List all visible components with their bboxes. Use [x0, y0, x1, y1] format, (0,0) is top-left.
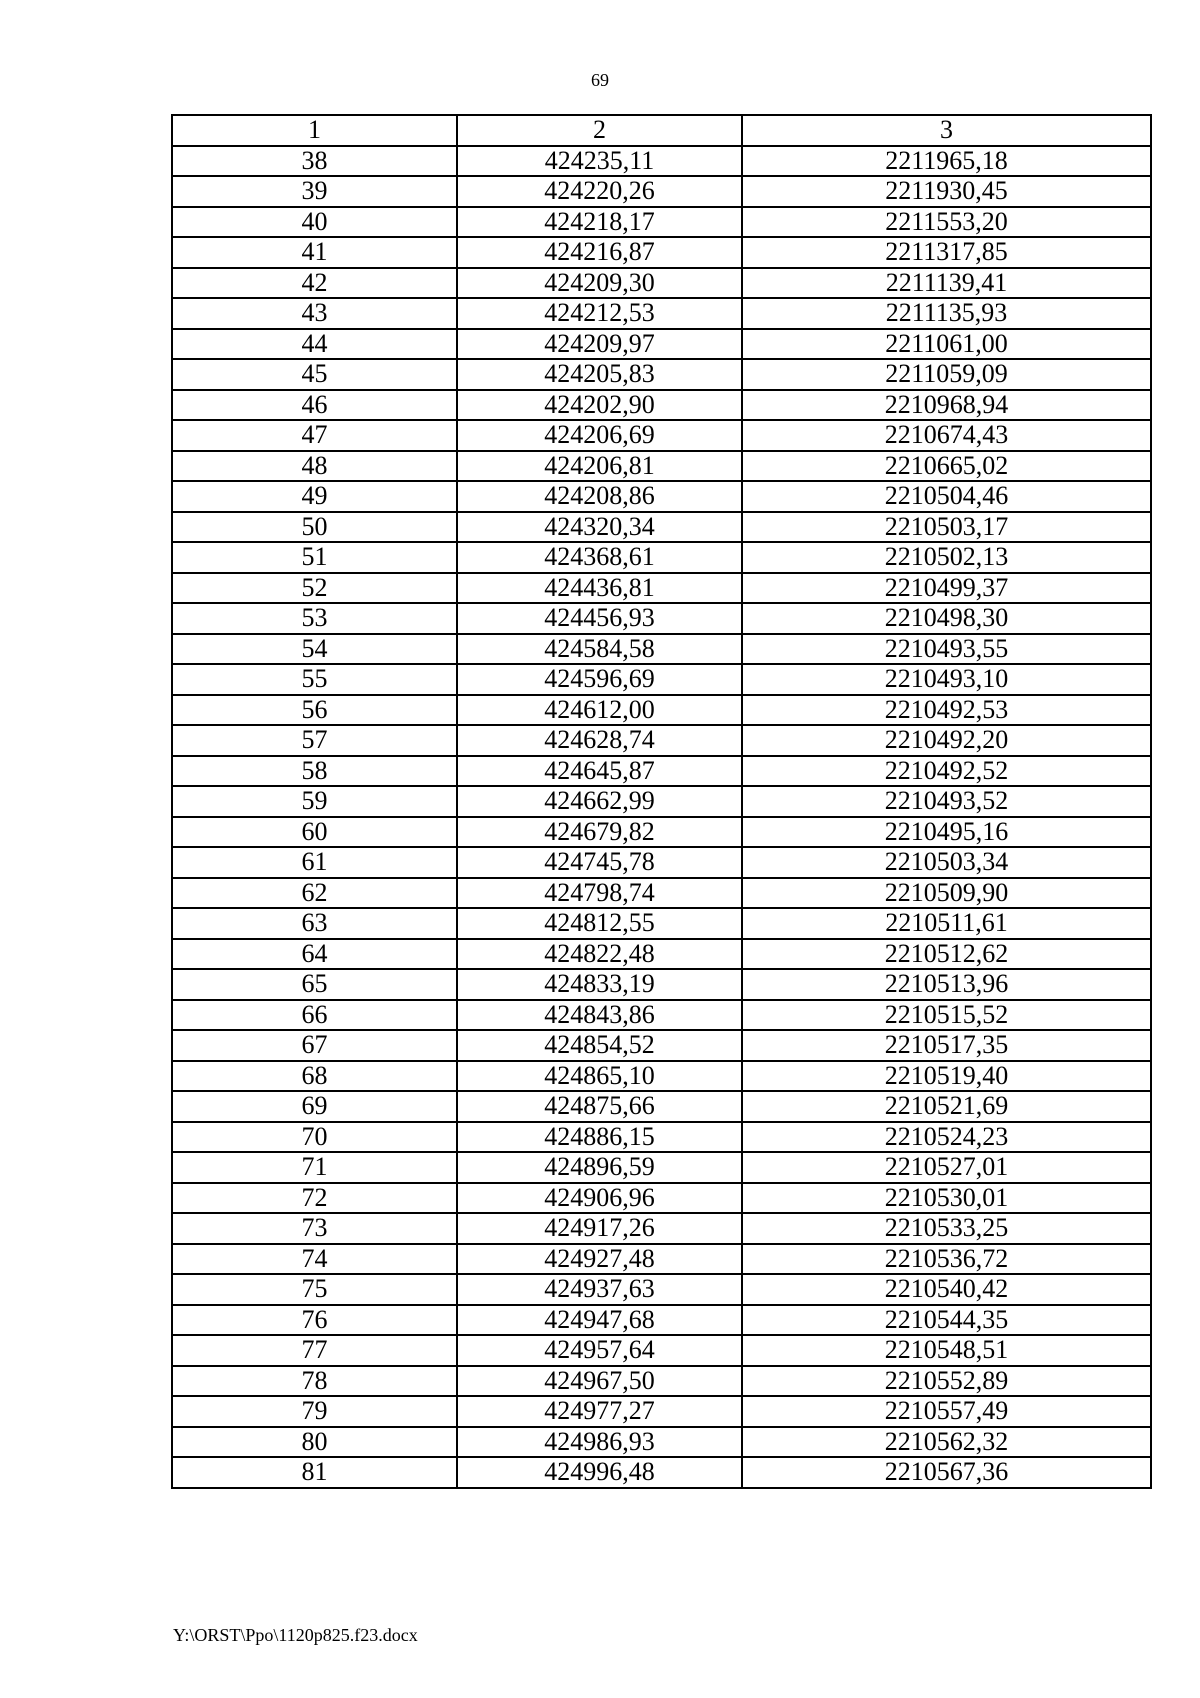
- point-number-cell: 62: [172, 878, 457, 909]
- x-coordinate-cell: 424679,82: [457, 817, 742, 848]
- x-coordinate-cell: 424206,81: [457, 451, 742, 482]
- point-number-cell: 69: [172, 1091, 457, 1122]
- point-number-cell: 75: [172, 1274, 457, 1305]
- table-row: [172, 878, 1151, 909]
- point-number-cell: 77: [172, 1335, 457, 1366]
- x-coordinate-cell: 424896,59: [457, 1152, 742, 1183]
- y-coordinate-cell: 2211930,45: [742, 176, 1151, 207]
- point-number-cell: 81: [172, 1457, 457, 1488]
- y-coordinate-cell: 2210524,23: [742, 1122, 1151, 1153]
- x-coordinate-cell: 424937,63: [457, 1274, 742, 1305]
- point-number-cell: 67: [172, 1030, 457, 1061]
- x-coordinate-cell: 424917,26: [457, 1213, 742, 1244]
- x-coordinate-cell: 424957,64: [457, 1335, 742, 1366]
- table-row: [172, 512, 1151, 543]
- x-coordinate-cell: 424320,34: [457, 512, 742, 543]
- y-coordinate-cell: 2211317,85: [742, 237, 1151, 268]
- table-row: [172, 1152, 1151, 1183]
- x-coordinate-cell: 424822,48: [457, 939, 742, 970]
- x-coordinate-cell: 424986,93: [457, 1427, 742, 1458]
- point-number-cell: 80: [172, 1427, 457, 1458]
- point-number-cell: 56: [172, 695, 457, 726]
- table-row: [172, 207, 1151, 238]
- table-row: [172, 481, 1151, 512]
- x-coordinate-cell: 424202,90: [457, 390, 742, 421]
- point-number-cell: 64: [172, 939, 457, 970]
- table-row: [172, 1427, 1151, 1458]
- x-coordinate-cell: 424220,26: [457, 176, 742, 207]
- point-number-cell: 48: [172, 451, 457, 482]
- x-coordinate-cell: 424456,93: [457, 603, 742, 634]
- y-coordinate-cell: 2210519,40: [742, 1061, 1151, 1092]
- y-coordinate-cell: 2210515,52: [742, 1000, 1151, 1031]
- point-number-cell: 65: [172, 969, 457, 1000]
- y-coordinate-cell: 2210503,17: [742, 512, 1151, 543]
- point-number-cell: 78: [172, 1366, 457, 1397]
- y-coordinate-cell: 2210502,13: [742, 542, 1151, 573]
- point-number-cell: 55: [172, 664, 457, 695]
- header-cell-point-number: 1: [172, 115, 457, 146]
- x-coordinate-cell: 424205,83: [457, 359, 742, 390]
- y-coordinate-cell: 2210498,30: [742, 603, 1151, 634]
- point-number-cell: 79: [172, 1396, 457, 1427]
- point-number-cell: 70: [172, 1122, 457, 1153]
- y-coordinate-cell: 2211059,09: [742, 359, 1151, 390]
- point-number-cell: 47: [172, 420, 457, 451]
- y-coordinate-cell: 2211061,00: [742, 329, 1151, 360]
- x-coordinate-cell: 424216,87: [457, 237, 742, 268]
- table-row: [172, 1244, 1151, 1275]
- point-number-cell: 68: [172, 1061, 457, 1092]
- table-row: [172, 725, 1151, 756]
- table-row: [172, 298, 1151, 329]
- point-number-cell: 42: [172, 268, 457, 299]
- point-number-cell: 72: [172, 1183, 457, 1214]
- x-coordinate-cell: 424235,11: [457, 146, 742, 177]
- table-row: [172, 390, 1151, 421]
- y-coordinate-cell: 2210533,25: [742, 1213, 1151, 1244]
- point-number-cell: 53: [172, 603, 457, 634]
- x-coordinate-cell: 424218,17: [457, 207, 742, 238]
- x-coordinate-cell: 424206,69: [457, 420, 742, 451]
- header-cell-y: 3: [742, 115, 1151, 146]
- y-coordinate-cell: 2210504,46: [742, 481, 1151, 512]
- x-coordinate-cell: 424886,15: [457, 1122, 742, 1153]
- table-row: [172, 268, 1151, 299]
- header-row: [172, 115, 1151, 146]
- table-row: [172, 1183, 1151, 1214]
- y-coordinate-cell: 2210968,94: [742, 390, 1151, 421]
- point-number-cell: 43: [172, 298, 457, 329]
- x-coordinate-cell: 424628,74: [457, 725, 742, 756]
- point-number-cell: 52: [172, 573, 457, 604]
- x-coordinate-cell: 424865,10: [457, 1061, 742, 1092]
- table-row: [172, 420, 1151, 451]
- table-header: [172, 115, 1151, 146]
- table-row: [172, 1091, 1151, 1122]
- point-number-cell: 45: [172, 359, 457, 390]
- y-coordinate-cell: 2210665,02: [742, 451, 1151, 482]
- table-row: [172, 542, 1151, 573]
- point-number-cell: 71: [172, 1152, 457, 1183]
- page-number: 69: [591, 70, 609, 90]
- x-coordinate-cell: 424596,69: [457, 664, 742, 695]
- table-row: [172, 176, 1151, 207]
- table-row: [172, 664, 1151, 695]
- point-number-cell: 58: [172, 756, 457, 787]
- point-number-cell: 50: [172, 512, 457, 543]
- y-coordinate-cell: 2210527,01: [742, 1152, 1151, 1183]
- table-row: [172, 1030, 1151, 1061]
- x-coordinate-cell: 424854,52: [457, 1030, 742, 1061]
- table-row: [172, 1396, 1151, 1427]
- y-coordinate-cell: 2210517,35: [742, 1030, 1151, 1061]
- point-number-cell: 60: [172, 817, 457, 848]
- table-row: [172, 1457, 1151, 1488]
- x-coordinate-cell: 424977,27: [457, 1396, 742, 1427]
- x-coordinate-cell: 424645,87: [457, 756, 742, 787]
- x-coordinate-cell: 424436,81: [457, 573, 742, 604]
- y-coordinate-cell: 2210540,42: [742, 1274, 1151, 1305]
- header-cell-x: 2: [457, 115, 742, 146]
- table-row: [172, 969, 1151, 1000]
- table-row: [172, 451, 1151, 482]
- y-coordinate-cell: 2210557,49: [742, 1396, 1151, 1427]
- y-coordinate-cell: 2210495,16: [742, 817, 1151, 848]
- table-row: [172, 939, 1151, 970]
- y-coordinate-cell: 2210512,62: [742, 939, 1151, 970]
- y-coordinate-cell: 2210499,37: [742, 573, 1151, 604]
- y-coordinate-cell: 2210567,36: [742, 1457, 1151, 1488]
- x-coordinate-cell: 424662,99: [457, 786, 742, 817]
- x-coordinate-cell: 424967,50: [457, 1366, 742, 1397]
- x-coordinate-cell: 424209,97: [457, 329, 742, 360]
- x-coordinate-cell: 424612,00: [457, 695, 742, 726]
- y-coordinate-cell: 2210562,32: [742, 1427, 1151, 1458]
- table-row: [172, 237, 1151, 268]
- x-coordinate-cell: 424209,30: [457, 268, 742, 299]
- table-row: [172, 847, 1151, 878]
- x-coordinate-cell: 424745,78: [457, 847, 742, 878]
- table-row: [172, 1335, 1151, 1366]
- point-number-cell: 73: [172, 1213, 457, 1244]
- y-coordinate-cell: 2210552,89: [742, 1366, 1151, 1397]
- table-row: [172, 756, 1151, 787]
- point-number-cell: 61: [172, 847, 457, 878]
- table-row: [172, 786, 1151, 817]
- y-coordinate-cell: 2210492,20: [742, 725, 1151, 756]
- point-number-cell: 66: [172, 1000, 457, 1031]
- point-number-cell: 49: [172, 481, 457, 512]
- x-coordinate-cell: 424208,86: [457, 481, 742, 512]
- point-number-cell: 39: [172, 176, 457, 207]
- x-coordinate-cell: 424212,53: [457, 298, 742, 329]
- x-coordinate-cell: 424584,58: [457, 634, 742, 665]
- table-row: [172, 908, 1151, 939]
- table-row: [172, 603, 1151, 634]
- y-coordinate-cell: 2210521,69: [742, 1091, 1151, 1122]
- x-coordinate-cell: 424927,48: [457, 1244, 742, 1275]
- y-coordinate-cell: 2210492,53: [742, 695, 1151, 726]
- table-row: [172, 817, 1151, 848]
- y-coordinate-cell: 2211965,18: [742, 146, 1151, 177]
- point-number-cell: 46: [172, 390, 457, 421]
- y-coordinate-cell: 2210544,35: [742, 1305, 1151, 1336]
- table-row: [172, 634, 1151, 665]
- y-coordinate-cell: 2210513,96: [742, 969, 1151, 1000]
- point-number-cell: 40: [172, 207, 457, 238]
- y-coordinate-cell: 2211135,93: [742, 298, 1151, 329]
- point-number-cell: 63: [172, 908, 457, 939]
- point-number-cell: 54: [172, 634, 457, 665]
- table-row: [172, 1061, 1151, 1092]
- y-coordinate-cell: 2211139,41: [742, 268, 1151, 299]
- table-row: [172, 695, 1151, 726]
- coordinates-table: [171, 114, 1152, 1489]
- footer-file-path: Y:\ORST\Ppo\1120p825.f23.docx: [173, 1625, 418, 1645]
- point-number-cell: 59: [172, 786, 457, 817]
- point-number-cell: 57: [172, 725, 457, 756]
- table-row: [172, 1000, 1151, 1031]
- table-body: [172, 146, 1151, 1488]
- table-row: [172, 1274, 1151, 1305]
- y-coordinate-cell: 2210548,51: [742, 1335, 1151, 1366]
- table-row: [172, 573, 1151, 604]
- y-coordinate-cell: 2210536,72: [742, 1244, 1151, 1275]
- x-coordinate-cell: 424875,66: [457, 1091, 742, 1122]
- table-row: [172, 359, 1151, 390]
- y-coordinate-cell: 2211553,20: [742, 207, 1151, 238]
- x-coordinate-cell: 424996,48: [457, 1457, 742, 1488]
- table-row: [172, 329, 1151, 360]
- y-coordinate-cell: 2210492,52: [742, 756, 1151, 787]
- point-number-cell: 74: [172, 1244, 457, 1275]
- x-coordinate-cell: 424812,55: [457, 908, 742, 939]
- y-coordinate-cell: 2210503,34: [742, 847, 1151, 878]
- point-number-cell: 76: [172, 1305, 457, 1336]
- table-row: [172, 1122, 1151, 1153]
- x-coordinate-cell: 424368,61: [457, 542, 742, 573]
- y-coordinate-cell: 2210493,55: [742, 634, 1151, 665]
- y-coordinate-cell: 2210493,10: [742, 664, 1151, 695]
- x-coordinate-cell: 424798,74: [457, 878, 742, 909]
- y-coordinate-cell: 2210493,52: [742, 786, 1151, 817]
- y-coordinate-cell: 2210509,90: [742, 878, 1151, 909]
- point-number-cell: 44: [172, 329, 457, 360]
- y-coordinate-cell: 2210530,01: [742, 1183, 1151, 1214]
- x-coordinate-cell: 424906,96: [457, 1183, 742, 1214]
- point-number-cell: 41: [172, 237, 457, 268]
- point-number-cell: 51: [172, 542, 457, 573]
- point-number-cell: 38: [172, 146, 457, 177]
- x-coordinate-cell: 424833,19: [457, 969, 742, 1000]
- y-coordinate-cell: 2210674,43: [742, 420, 1151, 451]
- y-coordinate-cell: 2210511,61: [742, 908, 1151, 939]
- table-row: [172, 146, 1151, 177]
- table-row: [172, 1213, 1151, 1244]
- table-row: [172, 1305, 1151, 1336]
- x-coordinate-cell: 424843,86: [457, 1000, 742, 1031]
- table-row: [172, 1366, 1151, 1397]
- x-coordinate-cell: 424947,68: [457, 1305, 742, 1336]
